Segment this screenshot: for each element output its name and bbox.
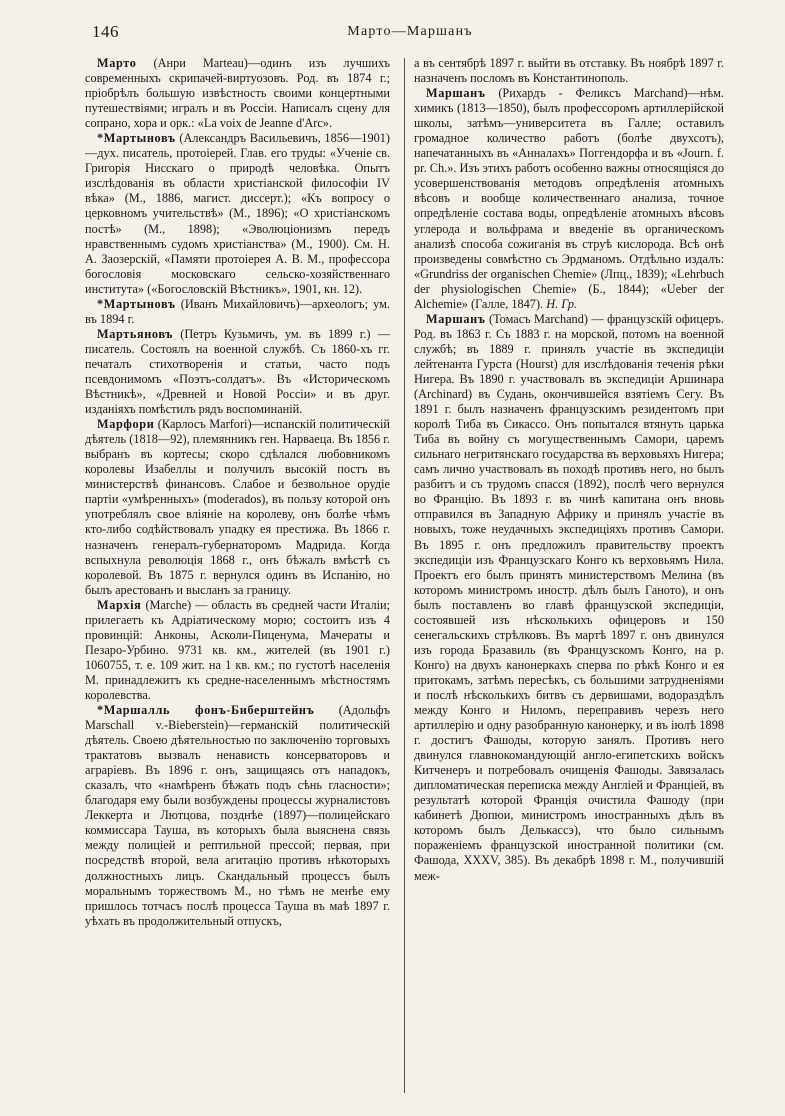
dictionary-entry	[85, 56, 390, 131]
dictionary-entry	[85, 703, 390, 929]
entry-text: (Карлосъ Marfori)—испанскій политическій дѣятель (1818—92), племянникъ ген. Нарваеца. Въ 1856 г. выбранъ въ кортесы; скоро сдѣлался любовникомъ королевы Изабеллы и получилъ высокій постъ въ министерствѣ финансовъ. Слабое и безвольное орудіе партіи «умѣренныхъ» (moderados), въ пользу которой онъ употреблялъ свое вліяніе на королеву, онъ болѣе чѣмъ кто-либо содѣйствовалъ упадку ея престижа. Въ 1866 г. назначенъ генералъ-губернаторомъ Мадрида. Когда вспыхнула революція 1868 г., онъ бѣжалъ вмѣстѣ съ королевой. Въ 1875 г. вернулся одинъ въ Испанію, но былъ арестованъ и высланъ за границу.	[85, 417, 390, 597]
entry-text: (Адольфъ Marschall v.-Bieberstein)—германскій политическій дѣятель. Своею дѣятельностью по заключенію торговыхъ трактатовъ вызвалъ ненависть консерваторовъ и аграріевъ. Въ 1896 г. онъ, защищаясь отъ нападокъ, сказалъ, что «намѣренъ бѣжать подъ сѣнь гласности»; благодаря ему были возбуждены процессы журналистовъ Леккерта и Лютцова, позднѣе (1897)—полицейскаго коммиссара Тауша, въ которыхъ была выяснена связь между полиціей и рептильной прессой; первая, при посредствѣ второй, вела агитацію противъ нѣкоторыхъ должностныхъ лицъ. Скандальный процессъ былъ моральнымъ торжествомъ М., но тѣмъ не менѣе ему пришлось тотчасъ послѣ процесса Тауша въ маѣ 1897 г. уѣхать въ продолжительный отпускъ,	[85, 703, 390, 928]
entry-headword: Марфори	[97, 417, 155, 432]
entry-headword: Мартьяновъ	[97, 326, 174, 341]
dictionary-entry	[85, 417, 390, 598]
entry-headword: *Мартыновъ	[97, 131, 176, 146]
entry-headword: Мархія	[97, 597, 142, 612]
entry-text: (Marche) — область въ средней части Италіи; прилегаетъ къ Адріатическому морю; состоитъ изъ 4 провинцій: Анконы, Асколи-Пиценума, Мачераты и Пезаро-Урбино. 9731 кв. км., жителей (въ 1901 г.) 1060755, т. е. 109 жит. на 1 кв. км.; по густотѣ населенія М. принадлежитъ къ средне-населеннымъ мѣстностямъ королевства.	[85, 597, 390, 702]
right-column	[414, 56, 724, 884]
entry-headword: Маршанъ	[426, 86, 486, 101]
entry-text: (Анри Marteau)—одинъ изъ лучшихъ современныхъ скрипачей-виртуозовъ. Род. въ 1874 г.; пріобрѣлъ большую извѣстность своими концертными путешествіями; игралъ и въ Россіи. Написалъ сцену для сопрано, хора и орк.: «La voix de Jeanne d'Arc».	[85, 56, 390, 131]
dictionary-entry	[85, 327, 390, 417]
page-header	[90, 22, 730, 44]
dictionary-entry	[85, 598, 390, 703]
entry-text: (Томасъ Marchand) — французскій офицеръ. Род. въ 1863 г. Съ 1883 г. на морской, потомъ на военной службѣ; въ 1889 г. принялъ участіе въ экспедиціи лейтенанта Гурста (Hourst) для изслѣдованія теченія рѣки Нигера. Въ 1890 г. участвовалъ въ экспедиціи Аршинара (Archinard) въ Судань, окончившейся взятіемъ Сегу. Въ 1891 г. былъ назначенъ французскимъ резидентомъ при королѣ Тиба въ Сикассо. Онъ попытался втянуть царька Тиба въ войну съ могущественнымъ Самори, царемъ сильнаго негритянскаго государства въ верховьяхъ Нигера; самъ лично участвовалъ въ походѣ противъ него, но былъ разбитъ и съ трудомъ спасся (1892), послѣ чего вернулся во Францію. Въ 1893 г. въ чинѣ капитана онъ вновь отправился въ Западную Африку и принялъ участіе въ новыхъ, тоже неудачныхъ экспедиціяхъ противъ Самори. Въ 1895 г. онъ предложилъ правительству проектъ экспедиціи изъ Французскаго Конго къ верховьямъ Нила. Проектъ его былъ принятъ министерствомъ Мелина (въ которомъ министромъ иностр. дѣлъ былъ Ганото), и онъ былъ поставленъ во главѣ французской экспедиціи, состоявшей изъ нѣсколькихъ офицеровъ и 150 сенегальскихъ стрѣлковъ. Въ мартѣ 1897 г. онъ двинулся изъ города Бразавиль (въ Французскомъ Конго, на р. Конго) на двухъ канонеркахъ сперва по рѣкѣ Конго и ея притокамъ, затѣмъ пересѣкъ, съ большими затрудненіями и послѣ нѣсколькихъ битвъ съ дервишами, водораздѣлъ между Конго и Ниломъ, переправивъ черезъ него артиллерію и одну разобранную канонерку, и въ іюлѣ 1898 г. достигъ Фашоды, которую занялъ. Противъ него двинулся главнокомандующій англо-египетскихъ войскъ Китченеръ и потребовалъ очищенія Фашоды. Завязалась дипломатическая переписка между Англіей и Франціей, въ результатѣ которой Франція очистила Фашоду (при кабинетѣ Дюпюи, министромъ иностранныхъ дѣлъ въ которомъ былъ Делькассэ), что было сильнымъ пораженіемъ французской иностранной политики (см. Фашода, XXXV, 385). Въ декабрѣ 1898 г. М., получившій меж-	[414, 311, 724, 883]
entry-headword: *Маршалль фонъ-Биберштейнъ	[97, 703, 315, 718]
entry-headword: *Мартыновъ	[97, 296, 176, 311]
page-number: 146	[92, 22, 119, 41]
entry-headword: Маршанъ	[426, 311, 486, 326]
left-column	[85, 56, 390, 929]
author-signature: Н. Гр.	[546, 296, 578, 311]
dictionary-entry	[85, 131, 390, 297]
dictionary-entry	[414, 56, 724, 86]
running-title: Марто—Маршанъ	[347, 24, 473, 39]
entry-text: (Александръ Васильевичъ, 1856—1901)—дух. писатель, протоіерей. Глав. его труды: «Ученіе св. Григорія Нисскаго о природѣ человѣка. Опытъ изслѣдованія въ области христіанской философіи IV вѣка» (М., 1886, магист. диссерт.); «Къ вопросу о церковномъ учительствѣ» (М., 1896); «О христіанскомъ постѣ» (М., 1898); «Эволюціонизмъ передъ нравственнымъ судомъ христіанства» (М., 1900). См. Н. А. Заозерскій, «Памяти протоіерея А. В. М., профессора богословія московскаго сельско-хозяйственнаго института» («Богословскій Вѣстникъ», 1901, кн. 12).	[85, 131, 390, 296]
dictionary-entry	[414, 86, 724, 312]
entry-text: (Рихардъ - Феликсъ Marchand)—нѣм. химикъ (1813—1850), былъ профессоромъ артиллерійской школы, затѣмъ—университета въ Галле; оставилъ громадное количество работъ (болѣе двухсотъ), напечатанныхъ въ «Анналахъ» Поггендорфа и въ «Journ. f. pr. Ch.». Изъ этихъ работъ особенно важны относящіяся до усовершенствованія методовъ опредѣленія атомныхъ вѣсовъ и вообще количественнаго анализа, точное опредѣленіе состава воды, опредѣленіе атомныхъ вѣсовъ углерода и вольфрама и введеніе въ органическомъ анализѣ способа сожиганія въ струѣ кислорода. Всѣ онѣ произведены совмѣстно съ Эрдманомъ. Отдѣльно издалъ: «Grundriss der organischen Chemie» (Лпц., 1839); «Lehrbuch der physiologischen Chemie» (Б., 1844); «Ueber der Alchemie» (Галле, 1847).	[414, 86, 724, 311]
entry-text: а въ сентябрѣ 1897 г. выйти въ отставку. Въ ноябрѣ 1897 г. назначенъ посломъ въ Константинополь.	[414, 56, 724, 86]
column-divider	[404, 58, 405, 1093]
dictionary-entry	[414, 312, 724, 884]
entry-text: (Петръ Кузьмичъ, ум. въ 1899 г.) — писатель. Состоялъ на военной службѣ. Съ 1860-хъ гг. печаталъ стихотворенія и статьи, часто подъ псевдонимомъ «Поэтъ-солдатъ». Въ «Историческомъ Вѣстникѣ», «Древней и Новой Россіи» и въ друг. изданіяхъ помѣстилъ рядъ воспоминаній.	[85, 326, 390, 417]
dictionary-entry	[85, 297, 390, 327]
entry-text: (Иванъ Михайловичъ)—археологъ; ум. въ 1894 г.	[85, 296, 390, 326]
entry-headword: Марто	[97, 56, 137, 70]
